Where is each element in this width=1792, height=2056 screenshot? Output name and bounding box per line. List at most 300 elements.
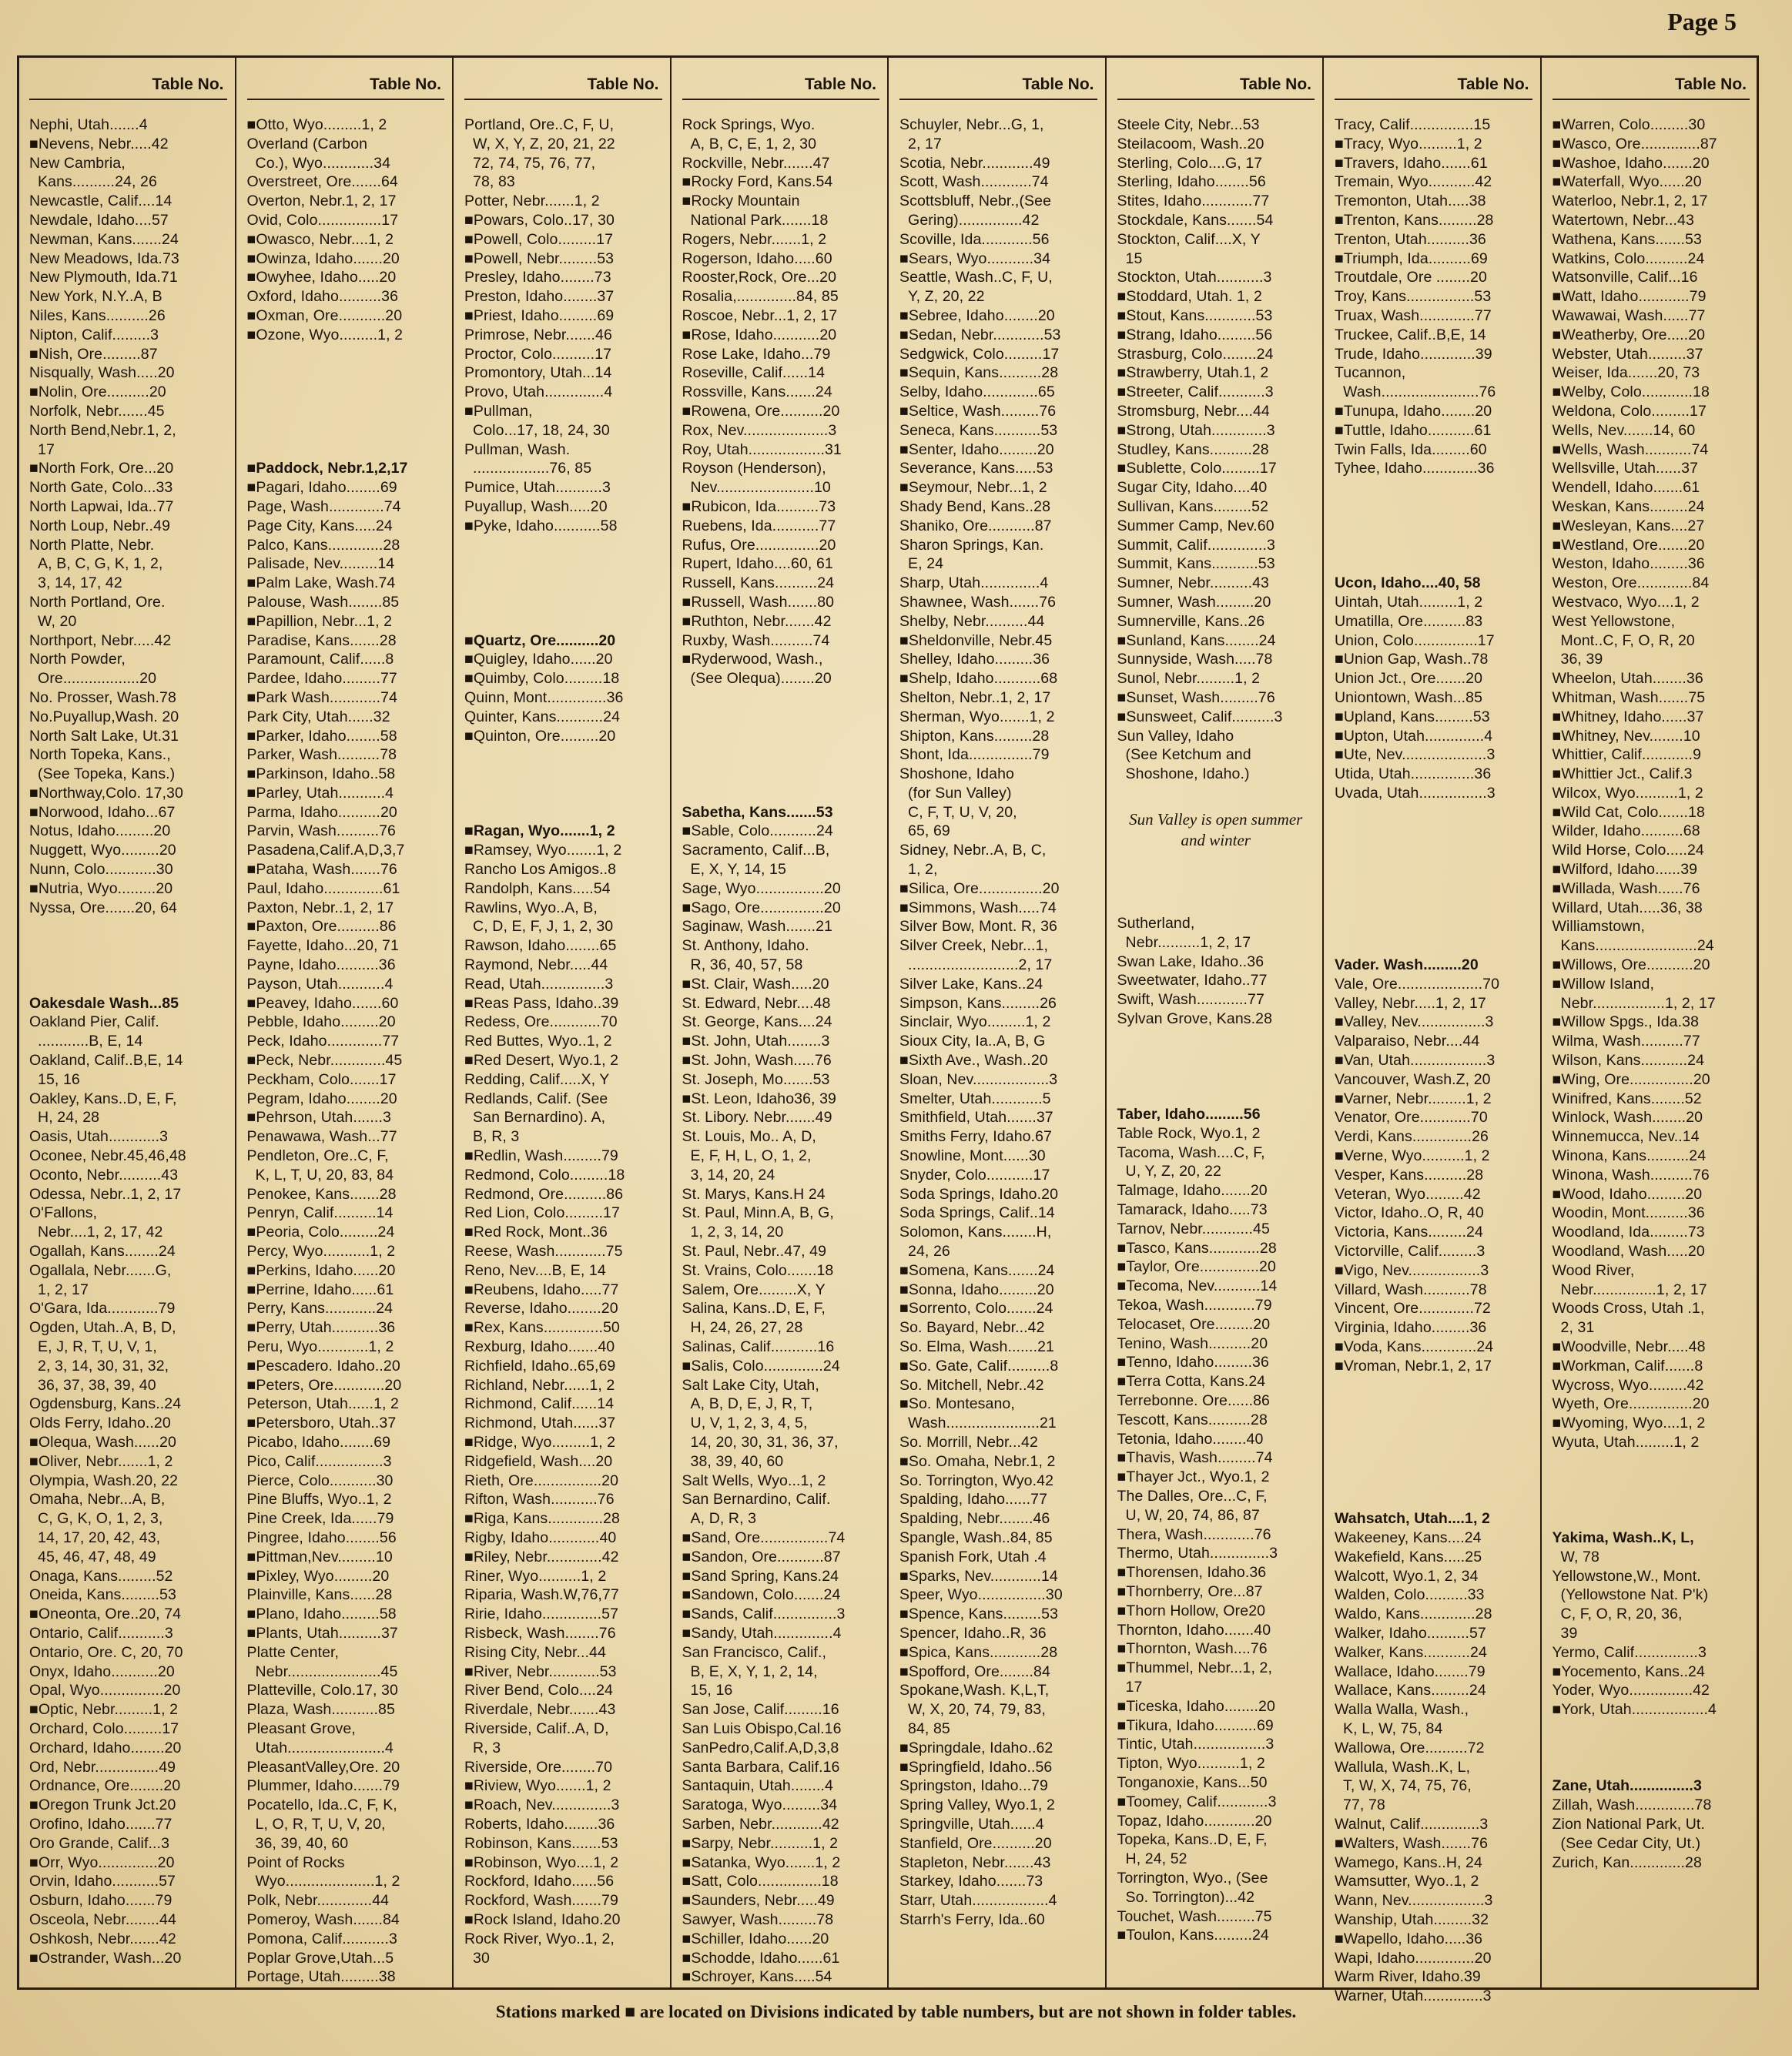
station-entry: Soda Springs, Idaho.20 bbox=[899, 1185, 1059, 1203]
station-entry: Provo, Utah..............4 bbox=[464, 383, 613, 401]
spacer bbox=[464, 536, 662, 555]
station-entry: Russell, Kans..........24 bbox=[682, 574, 835, 592]
station-entry: ■Sable, Colo...........24 bbox=[682, 822, 833, 840]
station-entry: Snowline, Mont......30 bbox=[899, 1147, 1046, 1165]
station-entry: ■Oneonta, Ore..20, 74 bbox=[29, 1606, 182, 1623]
station-entry: Overland (Carbon bbox=[246, 135, 368, 152]
station-entry: ■Somena, Kans.......24 bbox=[899, 1261, 1055, 1279]
station-entry: Westvaco, Wyo....1, 2 bbox=[1552, 593, 1700, 611]
index-column bbox=[454, 57, 672, 1988]
station-entry: Paradise, Kans.......28 bbox=[246, 631, 397, 649]
station-entry: St. Libory. Nebr.......49 bbox=[682, 1109, 832, 1127]
station-entry: ■Strong, Utah.............3 bbox=[1117, 421, 1275, 439]
station-entry: Solomon, Kans........H, bbox=[899, 1224, 1052, 1241]
station-entry: Point of Rocks bbox=[246, 1853, 345, 1871]
station-entry: Stromsburg, Nebr....44 bbox=[1117, 402, 1270, 420]
station-entry: Utah.......................4 bbox=[246, 1739, 394, 1756]
station-entry: ■Redlin, Wash.........79 bbox=[464, 1147, 618, 1165]
station-entry: Victor, Idaho..O, R, 40 bbox=[1335, 1204, 1484, 1222]
station-entry: Plaza, Wash...........85 bbox=[246, 1701, 395, 1719]
station-entry: New Cambria, bbox=[29, 154, 126, 172]
station-entry: ■Thavis, Wash.........74 bbox=[1117, 1449, 1273, 1467]
station-entry: St. Louis, Mo.. A, D, bbox=[682, 1128, 816, 1146]
station-entry: ■Plants, Utah..........37 bbox=[246, 1624, 398, 1642]
station-entry: ■Red Desert, Wyo.1, 2 bbox=[464, 1052, 619, 1070]
station-entry: Riner, Wyo..........1, 2 bbox=[464, 1567, 607, 1585]
station-entry: Sumnerville, Kans..26 bbox=[1117, 612, 1265, 630]
station-entry: Oakland Pier, Calif. bbox=[29, 1013, 159, 1031]
station-entry: Robinson, Kans.......53 bbox=[464, 1834, 618, 1852]
station-entry: ■Northway,Colo. 17,30 bbox=[29, 784, 183, 802]
station-entry: Sugar City, Idaho....40 bbox=[1117, 479, 1268, 497]
station-entry: Rawson, Idaho........65 bbox=[464, 937, 617, 955]
station-entry: Parker, Wash..........78 bbox=[246, 746, 397, 764]
station-entry: Nipton, Calif.........3 bbox=[29, 326, 159, 343]
station-entry: ■Spence, Kans.........53 bbox=[899, 1606, 1059, 1623]
station-entry: Winona, Kans..........24 bbox=[1552, 1147, 1707, 1165]
station-entry: Springville, Utah......4 bbox=[899, 1815, 1044, 1833]
station-entry: Shawnee, Wash.......76 bbox=[899, 593, 1057, 611]
station-entry: ■Perrine, Idaho......61 bbox=[246, 1281, 394, 1298]
station-entry: 17 bbox=[1117, 1678, 1143, 1696]
station-entry: Wood River, bbox=[1552, 1261, 1635, 1279]
spacer bbox=[464, 745, 662, 765]
station-entry: Sinclair, Wyo.........1, 2 bbox=[899, 1013, 1051, 1031]
station-entry: Riverside, Ore........70 bbox=[464, 1758, 613, 1776]
station-entry: Rawlins, Wyo..A, B, bbox=[464, 899, 598, 916]
station-entry: Rox, Nev....................3 bbox=[682, 421, 837, 439]
station-entry: Salt Wells, Wyo...1, 2 bbox=[682, 1472, 826, 1489]
station-entry: ■Tracy, Wyo.........1, 2 bbox=[1335, 135, 1482, 152]
station-entry: ■Peck, Nebr.............45 bbox=[246, 1052, 403, 1070]
station-entry: ■Spofford, Ore........84 bbox=[899, 1663, 1050, 1680]
station-entry: B, E, X, Y, 1, 2, 14, bbox=[682, 1663, 818, 1680]
station-entry: Oakland, Calif..B,E, 14 bbox=[29, 1052, 183, 1070]
station-entry: ■Washoe, Idaho.......20 bbox=[1552, 154, 1710, 172]
spacer bbox=[1335, 1395, 1532, 1414]
station-entry: ■Optic, Nebr.........1, 2 bbox=[29, 1701, 179, 1719]
station-entry: Spalding, Idaho......77 bbox=[899, 1491, 1048, 1509]
station-entry: Shaniko, Ore...........87 bbox=[899, 517, 1052, 534]
station-entry: Winona, Wash..........76 bbox=[1552, 1166, 1710, 1184]
station-entry: ■Willows, Ore...........20 bbox=[1552, 956, 1710, 974]
station-entry: ■Rex, Kans..............50 bbox=[464, 1319, 620, 1337]
spacer bbox=[1335, 1490, 1532, 1509]
station-entry: Onaga, Kans.........52 bbox=[29, 1567, 173, 1585]
station-entry: Page, Wash.............74 bbox=[246, 497, 401, 515]
station-entry: Umatilla, Ore..........83 bbox=[1335, 612, 1483, 630]
station-entry: Overstreet, Ore.......64 bbox=[246, 173, 398, 191]
station-entry: Nyssa, Ore.......20, 64 bbox=[29, 899, 177, 916]
spacer bbox=[1117, 1048, 1315, 1067]
station-entry: ■Riley, Nebr.............42 bbox=[464, 1548, 619, 1565]
station-entry: L, O, R, T, U, V, 20, bbox=[246, 1815, 386, 1833]
station-entry: ■Ragan, Wyo.......1, 2 bbox=[464, 822, 615, 840]
station-entry: Riverdale, Nebr.......43 bbox=[464, 1701, 616, 1719]
station-entry: Valley, Nebr.....1, 2, 17 bbox=[1335, 994, 1486, 1012]
station-entry: E, J, R, T, U, V, 1, bbox=[29, 1338, 157, 1355]
column-header: Table No. bbox=[464, 57, 662, 100]
station-entry: Woodland, Wash.....20 bbox=[1552, 1243, 1705, 1261]
station-entry: Ogallala, Nebr.......G, bbox=[29, 1261, 172, 1279]
page-number: Page 5 bbox=[1667, 8, 1737, 35]
station-entry: Richmond, Calif......14 bbox=[464, 1395, 615, 1413]
station-entry: ■St. John, Utah........3 bbox=[682, 1033, 830, 1050]
station-entry: ■Taylor, Ore..............20 bbox=[1117, 1258, 1276, 1276]
station-entry: 1, 2, 3, 14, 20 bbox=[682, 1224, 784, 1241]
station-entry: Wyeth, Ore...............20 bbox=[1552, 1395, 1710, 1413]
station-entry: ■Whitney, Nev........10 bbox=[1552, 727, 1700, 745]
station-entry: 15 bbox=[1117, 249, 1143, 267]
station-entry: Silver Creek, Nebr...1, bbox=[899, 937, 1049, 955]
station-entry: ■Tasco, Kans............28 bbox=[1117, 1239, 1277, 1257]
station-entry: ■Pullman, bbox=[464, 402, 533, 420]
station-entry: So. Torrington, Wyo.42 bbox=[899, 1472, 1054, 1489]
sun-valley-note: Sun Valley is open summer and winter bbox=[1129, 809, 1303, 849]
station-entry: North Lapwai, Ida..77 bbox=[29, 497, 174, 515]
station-entry: Polk, Nebr.............44 bbox=[246, 1892, 390, 1910]
station-entry: Pomeroy, Wash.......84 bbox=[246, 1910, 400, 1928]
station-entry: ■Thornberry, Ore...87 bbox=[1117, 1582, 1263, 1600]
station-entry: Wanship, Utah.........32 bbox=[1335, 1910, 1489, 1928]
station-entry: Starkey, Idaho.......73 bbox=[899, 1873, 1043, 1890]
station-entry: Tremonton, Utah.....38 bbox=[1335, 193, 1486, 210]
station-entry: Walcott, Wyo.1, 2, 34 bbox=[1335, 1567, 1479, 1585]
station-entry: ■Streeter, Calif...........3 bbox=[1117, 383, 1274, 401]
station-entry: Topeka, Kans..D, E, F, bbox=[1117, 1831, 1268, 1849]
footnote: Stations marked ■ are located on Divisions indicated by table numbers, but are not shown in folder tables. bbox=[495, 2002, 1297, 2021]
station-entry: 2, 17 bbox=[899, 135, 942, 152]
station-entry: Peterson, Utah......1, 2 bbox=[246, 1395, 400, 1413]
station-entry: Troutdale, Ore ........20 bbox=[1335, 269, 1487, 286]
station-entry: ■Senter, Idaho.........20 bbox=[899, 440, 1054, 458]
station-entry: Smithfield, Utah.......37 bbox=[899, 1109, 1053, 1127]
station-entry: H, 24, 52 bbox=[1117, 1850, 1187, 1868]
station-entry: Vale, Ore....................70 bbox=[1335, 975, 1500, 993]
station-entry: Watsonville, Calif...16 bbox=[1552, 269, 1698, 286]
station-entry: ■Reubens, Idaho.....77 bbox=[464, 1281, 619, 1298]
station-entry: Page City, Kans.....24 bbox=[246, 517, 393, 534]
station-entry: Steilacoom, Wash..20 bbox=[1117, 135, 1264, 152]
station-entry: ■Rose, Idaho...........20 bbox=[682, 326, 837, 343]
station-entry: Paramount, Calif......8 bbox=[246, 651, 394, 668]
station-entry: Wild Horse, Colo.....24 bbox=[1552, 842, 1704, 859]
station-entry: Read, Utah...............3 bbox=[464, 975, 614, 993]
station-entry: ■Palm Lake, Wash.74 bbox=[246, 574, 396, 592]
station-entry: Tamarack, Idaho.....73 bbox=[1117, 1201, 1268, 1219]
station-entry: Red Buttes, Wyo..1, 2 bbox=[464, 1033, 612, 1050]
station-entry: ■Powell, Nebr.........53 bbox=[464, 249, 615, 267]
station-entry: ■Plano, Idaho.........58 bbox=[246, 1606, 397, 1623]
station-entry: Ridgefield, Wash....20 bbox=[464, 1452, 613, 1470]
station-entry: Shady Bend, Kans..28 bbox=[899, 497, 1051, 515]
station-entry: Vesper, Kans..........28 bbox=[1335, 1166, 1484, 1184]
station-entry: St. Paul, Minn.A, B, G, bbox=[682, 1204, 834, 1222]
station-entry: Scotia, Nebr............49 bbox=[899, 154, 1050, 172]
station-entry: ■Pixley, Wyo.........20 bbox=[246, 1567, 390, 1585]
station-entry: So. Morrill, Nebr...42 bbox=[899, 1433, 1038, 1451]
station-entry: ■Orr, Wyo..............20 bbox=[29, 1853, 175, 1871]
station-entry: Richfield, Idaho..65,69 bbox=[464, 1357, 616, 1375]
station-entry: ■Ramsey, Wyo.......1, 2 bbox=[464, 842, 622, 859]
station-entry: ■Sandy, Utah..............4 bbox=[682, 1624, 842, 1642]
station-entry: Primrose, Nebr.......46 bbox=[464, 326, 612, 343]
station-entry: Watkins, Colo..........24 bbox=[1552, 249, 1705, 267]
station-entry: ■Sonna, Idaho.........20 bbox=[899, 1281, 1054, 1298]
station-entry: R, 36, 40, 57, 58 bbox=[682, 956, 803, 974]
station-entry: Saginaw, Wash.......21 bbox=[682, 918, 832, 936]
station-entry: ■Westland, Ore.......20 bbox=[1552, 536, 1705, 554]
station-entry: Y, Z, 20, 22 bbox=[899, 288, 985, 306]
station-entry: Quinn, Mont..............36 bbox=[464, 688, 624, 706]
station-entry: ■Ute, Nev....................3 bbox=[1335, 746, 1496, 764]
station-entry: Pardee, Idaho.........77 bbox=[246, 670, 397, 688]
station-entry: Sabetha, Kans.......53 bbox=[682, 803, 833, 821]
station-entry: North Powder, bbox=[29, 651, 126, 668]
station-entry: Speer, Wyo................30 bbox=[899, 1586, 1063, 1604]
station-entry: Roy, Utah..................31 bbox=[682, 440, 842, 458]
station-entry: Waldo, Kans.............28 bbox=[1335, 1606, 1492, 1623]
station-entry: No.Puyallup,Wash. 20 bbox=[29, 708, 179, 725]
station-entry: Scott, Wash............74 bbox=[899, 173, 1049, 191]
station-entry: Sioux City, Ia..A, B, G bbox=[899, 1033, 1046, 1050]
station-entry: Nebr.................1, 2, 17 bbox=[1552, 994, 1716, 1012]
station-entry: ■Riga, Kans.............28 bbox=[464, 1510, 620, 1528]
station-entry: Wyuta, Utah.........1, 2 bbox=[1552, 1433, 1700, 1451]
station-entry: ■Owyhee, Idaho.....20 bbox=[246, 269, 397, 286]
station-entry: ■Parkinson, Idaho..58 bbox=[246, 765, 396, 783]
station-entry: ■Sand Spring, Kans.24 bbox=[682, 1567, 839, 1585]
station-entry: ■Tunupa, Idaho........20 bbox=[1335, 402, 1492, 420]
station-entry: W, X, Y, Z, 20, 21, 22 bbox=[464, 135, 615, 152]
station-entry: Webster, Utah.........37 bbox=[1552, 345, 1703, 363]
station-entry: Smelter, Utah............5 bbox=[899, 1090, 1051, 1107]
station-entry: Puyallup, Wash.....20 bbox=[464, 497, 608, 515]
station-entry: ■Owinza, Idaho.......20 bbox=[246, 249, 400, 267]
station-entry: Payne, Idaho..........36 bbox=[246, 956, 396, 974]
station-entry: Winnemucca, Nev..14 bbox=[1552, 1128, 1700, 1146]
station-entry: ■Priest, Idaho.........69 bbox=[464, 306, 615, 324]
station-entry: Wawawai, Wash......77 bbox=[1552, 306, 1706, 324]
station-entry: Shelton, Nebr..1, 2, 17 bbox=[899, 688, 1051, 706]
station-entry: Walker, Kans...........24 bbox=[1335, 1643, 1487, 1661]
station-entry: Stockdale, Kans.......54 bbox=[1117, 211, 1274, 229]
station-entry: (See Olequa)........20 bbox=[682, 670, 832, 688]
station-entry: ■Ridge, Wyo.........1, 2 bbox=[464, 1433, 616, 1451]
station-entry: Sharp, Utah..............4 bbox=[899, 574, 1049, 592]
station-entry: Victorville, Calif.........3 bbox=[1335, 1243, 1486, 1261]
station-entry: Ordnance, Ore........20 bbox=[29, 1777, 181, 1795]
station-entry: Troy, Kans................53 bbox=[1335, 288, 1492, 306]
station-entry: San Bernardino, Calif. bbox=[682, 1491, 831, 1509]
station-entry: (for Sun Valley) bbox=[899, 784, 1012, 802]
spacer bbox=[1335, 1452, 1532, 1472]
station-entry: ■Powars, Colo..17, 30 bbox=[464, 211, 615, 229]
station-entry: Ontario, Calif...........3 bbox=[29, 1624, 173, 1642]
station-entry: Oasis, Utah............3 bbox=[29, 1128, 169, 1146]
station-entry: Pumice, Utah...........3 bbox=[464, 479, 611, 497]
station-entry: Red Lion, Colo.........17 bbox=[464, 1204, 620, 1222]
station-entry: Zurich, Kan.............28 bbox=[1552, 1853, 1702, 1871]
station-entry: Colo...17, 18, 24, 30 bbox=[464, 421, 610, 439]
station-entry: ■Nevens, Nebr.....42 bbox=[29, 135, 169, 152]
index-column bbox=[1107, 57, 1325, 1988]
station-entry: Touchet, Wash.........75 bbox=[1117, 1907, 1272, 1925]
station-entry: Ord, Nebr...............49 bbox=[29, 1758, 176, 1776]
column-header: Table No. bbox=[29, 57, 227, 100]
station-entry: O'Fallons, bbox=[29, 1204, 98, 1222]
station-entry: Nebr......................45 bbox=[246, 1663, 398, 1680]
station-entry: Portage, Utah.........38 bbox=[246, 1968, 396, 1986]
station-entry: ■Parker, Idaho........58 bbox=[246, 727, 397, 745]
station-entry: ■River, Nebr............53 bbox=[464, 1663, 617, 1680]
station-entry: SanPedro,Calif.A,D,3,8 bbox=[682, 1739, 839, 1756]
station-entry: Weston, Ore.............84 bbox=[1552, 574, 1710, 592]
station-entry: ■Sears, Wyo...........34 bbox=[899, 249, 1051, 267]
station-entry: Pendleton, Ore..C, F, bbox=[246, 1147, 389, 1165]
station-entry: Victoria, Kans.........24 bbox=[1335, 1224, 1483, 1241]
station-entry: Virginia, Idaho.........36 bbox=[1335, 1319, 1487, 1337]
station-entry: ■Whittier Jct., Calif.3 bbox=[1552, 765, 1693, 783]
station-entry: Nev.......................10 bbox=[682, 479, 831, 497]
station-entry: So. Elma, Wash.......21 bbox=[899, 1338, 1054, 1355]
station-entry: Nuggett, Wyo.........20 bbox=[29, 842, 176, 859]
spacer bbox=[29, 917, 227, 936]
station-entry: Walla Walla, Wash., bbox=[1335, 1701, 1469, 1719]
station-entry: San Bernardino). A, bbox=[464, 1109, 606, 1127]
station-entry: Raymond, Nebr.....44 bbox=[464, 956, 608, 974]
station-entry: Overton, Nebr.1, 2, 17 bbox=[246, 193, 397, 210]
station-entry: Vader. Wash.........20 bbox=[1335, 956, 1479, 974]
station-entry: Uvada, Utah................3 bbox=[1335, 784, 1496, 802]
station-entry: ■Pyke, Idaho...........58 bbox=[464, 517, 618, 534]
spacer bbox=[247, 363, 445, 383]
station-entry: Poplar Grove,Utah...5 bbox=[246, 1949, 394, 1967]
spacer bbox=[29, 936, 227, 956]
station-entry: North Bend,Nebr.1, 2, bbox=[29, 421, 176, 439]
station-entry: ■Robinson, Wyo....1, 2 bbox=[464, 1853, 619, 1871]
station-entry: ■Sandon, Ore...........87 bbox=[682, 1548, 841, 1565]
station-entry: Talmage, Idaho.......20 bbox=[1117, 1182, 1268, 1200]
station-entry: H, 24, 28 bbox=[29, 1109, 100, 1127]
station-entry: R, 3 bbox=[464, 1739, 501, 1756]
station-entry: The Dalles, Ore...C, F, bbox=[1117, 1487, 1268, 1505]
station-entry: ■Tenno, Idaho.........36 bbox=[1117, 1354, 1269, 1371]
station-entry: Olds Ferry, Idaho..20 bbox=[29, 1415, 171, 1432]
station-entry: ■Saunders, Nebr.....49 bbox=[682, 1892, 835, 1910]
station-entry: Woodin, Mont..........36 bbox=[1552, 1204, 1705, 1222]
spacer bbox=[682, 784, 880, 803]
station-entry: PleasantValley,Ore. 20 bbox=[246, 1758, 400, 1776]
station-entry: Redding, Calif.....X, Y bbox=[464, 1070, 610, 1088]
index-column bbox=[18, 57, 236, 1988]
station-entry: So. Bayard, Nebr...42 bbox=[899, 1319, 1045, 1337]
station-entry: ■Riview, Wyo.......1, 2 bbox=[464, 1777, 611, 1795]
station-entry: Gering)...............42 bbox=[899, 211, 1040, 229]
station-entry: ■Sixth Ave., Wash..20 bbox=[899, 1052, 1048, 1070]
station-entry: Orvin, Idaho...........57 bbox=[29, 1873, 176, 1890]
station-entry: ■Peters, Ore............20 bbox=[246, 1376, 402, 1394]
station-entry: Walden, Colo..........33 bbox=[1335, 1586, 1485, 1604]
station-entry: Oro Grande, Calif...3 bbox=[29, 1834, 170, 1852]
station-entry: E, X, Y, 14, 15 bbox=[682, 861, 786, 879]
station-entry: ■Sheldonville, Nebr.45 bbox=[899, 631, 1053, 649]
station-entry: ■Voda, Kans.............24 bbox=[1335, 1338, 1494, 1355]
station-entry: Pierce, Colo...........30 bbox=[246, 1472, 394, 1489]
station-entry: Sutherland, bbox=[1117, 915, 1195, 933]
station-entry: 3, 14, 20, 24 bbox=[682, 1166, 775, 1184]
station-entry: North Topeka, Kans., bbox=[29, 746, 171, 764]
station-entry: Plummer, Idaho.......79 bbox=[246, 1777, 400, 1795]
spacer bbox=[1553, 1490, 1750, 1509]
station-entry: Oxford, Idaho..........36 bbox=[246, 288, 399, 306]
station-entry: Topaz, Idaho............20 bbox=[1117, 1812, 1272, 1830]
station-entry: Rockford, Wash.......79 bbox=[464, 1892, 618, 1910]
station-entry: Rising City, Nebr...44 bbox=[464, 1643, 606, 1661]
station-entry: Rogerson, Idaho.....60 bbox=[682, 249, 832, 267]
station-entry: ■St. Clair, Wash.....20 bbox=[682, 975, 829, 993]
station-entry: Newman, Kans.......24 bbox=[29, 230, 179, 248]
station-entry: ■Quinton, Ore.........20 bbox=[464, 727, 616, 745]
station-entry: Utida, Utah...............36 bbox=[1335, 765, 1492, 783]
station-entry: ■Perkins, Idaho......20 bbox=[246, 1261, 396, 1279]
station-entry: Wann, Nev..................3 bbox=[1335, 1892, 1493, 1910]
station-entry: Shoshone, Idaho bbox=[899, 765, 1014, 783]
station-entry: ■Nutria, Wyo.........20 bbox=[29, 879, 173, 897]
column-header: Table No. bbox=[1117, 57, 1315, 100]
station-entry: New Plymouth, Ida.71 bbox=[29, 269, 178, 286]
station-entry: C, F, O, R, 20, 36, bbox=[1552, 1606, 1683, 1623]
station-entry: Verdi, Kans..............26 bbox=[1335, 1128, 1489, 1146]
station-entry: Pasadena,Calif.A,D,3,7 bbox=[246, 842, 405, 859]
station-entry: ■Quigley, Idaho......20 bbox=[464, 651, 613, 668]
station-entry: Trude, Idaho.............39 bbox=[1335, 345, 1492, 363]
station-entry: Steele City, Nebr...53 bbox=[1117, 116, 1260, 133]
station-entry: Penokee, Kans.......28 bbox=[246, 1185, 397, 1203]
station-entry: ■Otto, Wyo.........1, 2 bbox=[246, 116, 387, 133]
station-entry: Wilson, Kans...........24 bbox=[1552, 1052, 1705, 1070]
station-entry: ■Vigo, Nev.................3 bbox=[1335, 1261, 1489, 1279]
station-entry: Warm River, Idaho.39 bbox=[1335, 1968, 1481, 1986]
station-entry: Sunnyside, Wash.....78 bbox=[1117, 651, 1273, 668]
station-entry: Tipton, Wyo..........1, 2 bbox=[1117, 1755, 1265, 1773]
station-entry: Riparia, Wash.W,76,77 bbox=[464, 1586, 619, 1604]
station-entry: 77, 78 bbox=[1335, 1796, 1385, 1814]
station-entry: Onyx, Idaho...........20 bbox=[29, 1663, 175, 1680]
station-entry: Oconee, Nebr.45,46,48 bbox=[29, 1147, 186, 1165]
station-entry: St. Joseph, Mo.......53 bbox=[682, 1070, 830, 1088]
station-entry: Shelley, Idaho.........36 bbox=[899, 651, 1050, 668]
spacer bbox=[1335, 899, 1532, 918]
station-entry: Wells, Nev.......14, 60 bbox=[1552, 421, 1696, 439]
station-entry: Seattle, Wash..C, F, U, bbox=[899, 269, 1053, 286]
station-entry: ■Rock Island, Idaho.20 bbox=[464, 1910, 621, 1928]
station-entry: ..........................2, 17 bbox=[899, 956, 1053, 974]
station-entry: Ogden, Utah..A, B, D, bbox=[29, 1319, 176, 1337]
station-entry: Pomona, Calif...........3 bbox=[246, 1930, 397, 1947]
station-entry: Sidney, Nebr..A, B, C, bbox=[899, 842, 1047, 859]
station-entry: ■Watt, Idaho............79 bbox=[1552, 288, 1707, 306]
station-entry: ■Thummel, Nebr...1, 2, bbox=[1117, 1659, 1272, 1677]
station-entry: ■Sands, Calif...............3 bbox=[682, 1606, 846, 1623]
station-entry: Peck, Idaho.............77 bbox=[246, 1033, 400, 1050]
index-column bbox=[1542, 57, 1758, 1988]
station-entry: 65, 69 bbox=[899, 822, 950, 840]
station-entry: ■Oxman, Ore...........20 bbox=[246, 306, 403, 324]
station-entry: ■Rowena, Ore..........20 bbox=[682, 402, 840, 420]
station-entry: Palisade, Nev.........14 bbox=[246, 555, 395, 573]
station-entry: ■Tikura, Idaho..........69 bbox=[1117, 1716, 1274, 1734]
